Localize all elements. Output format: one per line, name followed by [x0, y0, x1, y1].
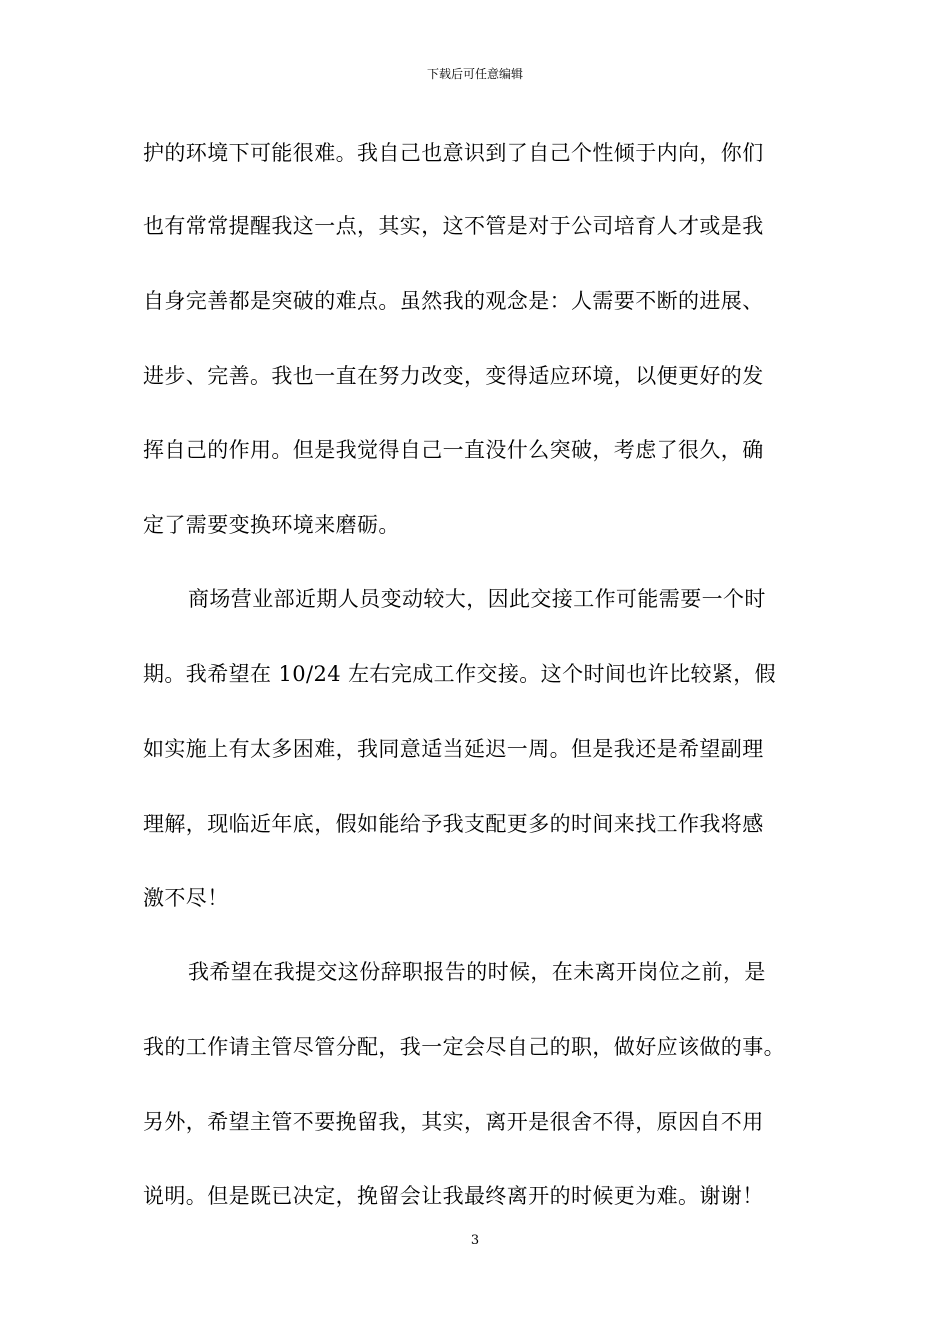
page-number: 3: [470, 1233, 480, 1248]
body-line: 我的工作请主管尽管分配，我一定会尽自己的职，做好应该做的事。: [143, 1035, 785, 1059]
body-line: 理解，现临近年底，假如能给予我支配更多的时间来找工作我将感: [143, 812, 764, 836]
paragraph-first-line: 商场营业部近期人员变动较大，因此交接工作可能需要一个时: [188, 587, 766, 611]
body-line: 进步、完善。我也一直在努力改变，变得适应环境，以便更好的发: [143, 364, 764, 388]
page-header: 下载后可任意编辑: [426, 67, 523, 81]
paragraph-first-line: 我希望在我提交这份辞职报告的时候，在未离开岗位之前，是: [188, 960, 766, 984]
body-line: 也有常常提醒我这一点，其实，这不管是对于公司培育人才或是我: [143, 214, 764, 238]
body-line: 自身完善都是突破的难点。虽然我的观念是：人需要不断的进展、: [143, 289, 764, 313]
body-line: 期。我希望在 10/24 左右完成工作交接。这个时间也许比较紧，假: [143, 662, 777, 686]
body-line: 挥自己的作用。但是我觉得自己一直没什么突破，考虑了很久，确: [143, 438, 764, 462]
body-line: 激不尽！: [143, 886, 229, 910]
body-line: 定了需要变换环境来磨砺。: [143, 513, 400, 537]
body-line: 护的环境下可能很难。我自己也意识到了自己个性倾于内向，你们: [143, 141, 764, 165]
body-line: 如实施上有太多困难，我同意适当延迟一周。但是我还是希望副理: [143, 737, 764, 761]
body-line: 说明。但是既已决定，挽留会让我最终离开的时候更为难。谢谢！: [143, 1184, 764, 1208]
body-line: 另外，希望主管不要挽留我，其实，离开是很舍不得，原因自不用: [143, 1110, 764, 1134]
